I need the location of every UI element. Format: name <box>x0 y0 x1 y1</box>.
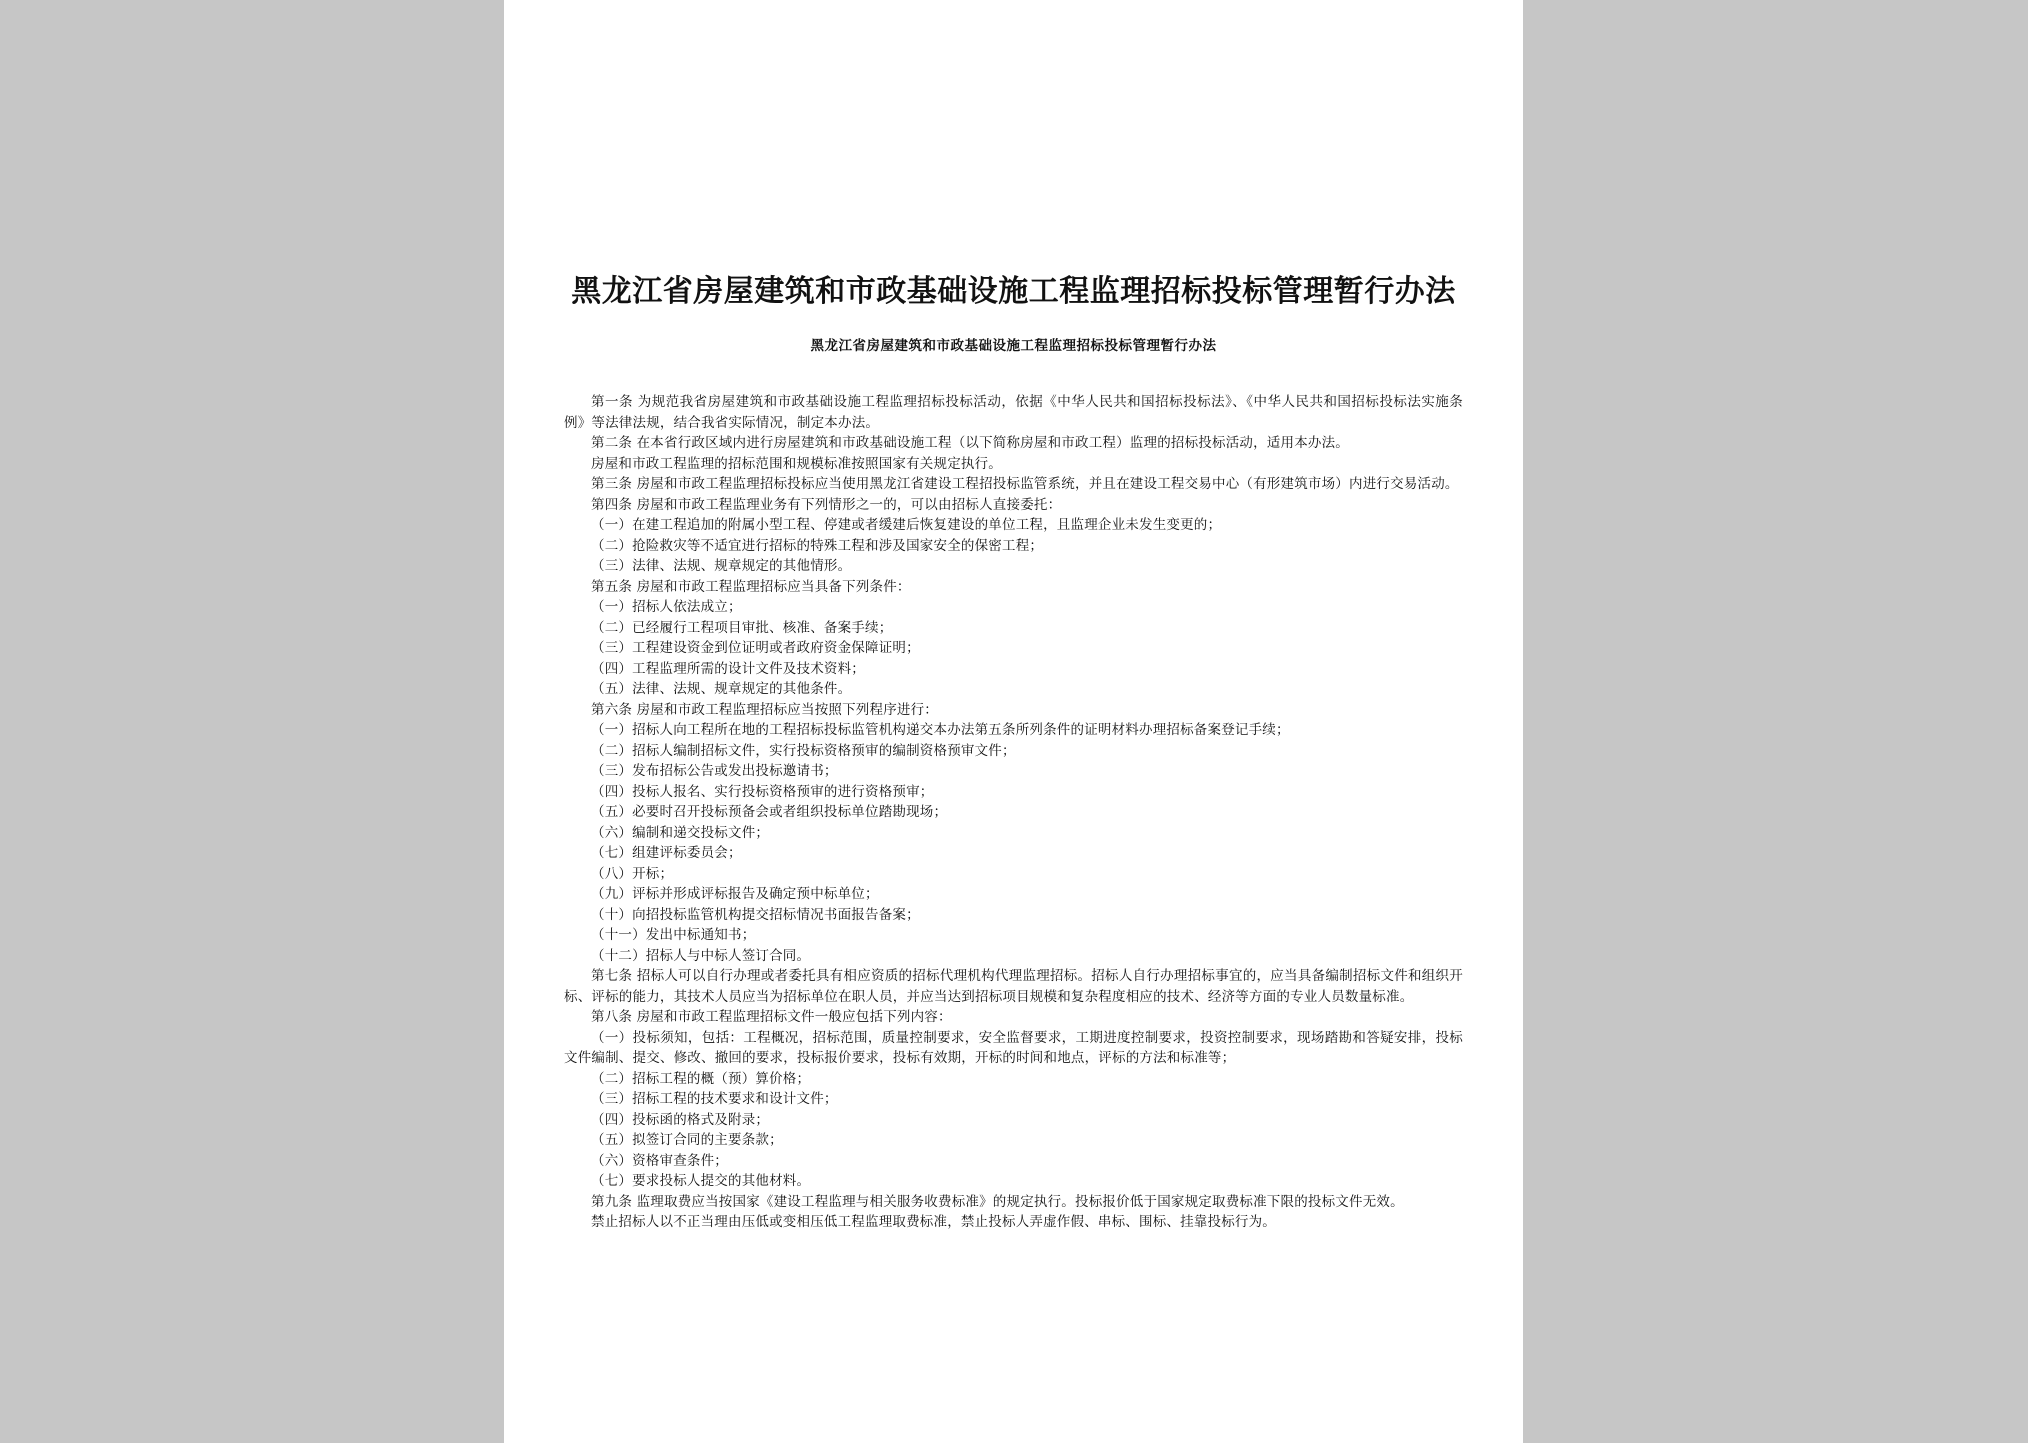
paragraph: 第九条 监理取费应当按国家《建设工程监理与相关服务收费标准》的规定执行。投标报价低于国家规定取费标准下限的投标文件无效。 <box>591 1193 1404 1210</box>
paragraph: 第五条 房屋和市政工程监理招标应当具备下列条件： <box>591 578 911 595</box>
document-body <box>564 392 1463 1233</box>
paragraph: 第六条 房屋和市政工程监理招标应当按照下列程序进行： <box>591 701 938 718</box>
paragraph: 房屋和市政工程监理的招标范围和规模标准按照国家有关规定执行。 <box>591 455 1002 472</box>
paragraph: 第八条 房屋和市政工程监理招标文件一般应包括下列内容： <box>591 1009 952 1025</box>
document-subtitle: 黑龙江省房屋建筑和市政基础设施工程监理招标投标管理暂行办法 <box>810 338 1217 354</box>
paragraph: （三）法律、法规、规章规定的其他情形。 <box>591 558 852 574</box>
paragraph: （二）招标人编制招标文件，实行投标资格预审的编制资格预审文件； <box>591 742 1016 759</box>
paragraph: （五）必要时召开投标预备会或者组织投标单位踏勘现场； <box>591 804 948 820</box>
paragraph: （四）投标函的格式及附录； <box>591 1111 770 1128</box>
document-page <box>504 0 1523 1443</box>
paragraph: （三）工程建设资金到位证明或者政府资金保障证明； <box>591 640 920 656</box>
paragraph: （二）招标工程的概（预）算价格； <box>591 1070 811 1087</box>
document-title: 黑龙江省房屋建筑和市政基础设施工程监理招标投标管理暂行办法 <box>571 274 1456 309</box>
paragraph: （四）工程监理所需的设计文件及技术资料； <box>591 660 865 677</box>
paragraph: （九）评标并形成评标报告及确定预中标单位； <box>591 886 879 902</box>
paragraph: 第四条 房屋和市政工程监理业务有下列情形之一的，可以由招标人直接委托： <box>591 496 1062 513</box>
paragraph: 第一条 为规范我省房屋建筑和市政基础设施工程监理招标投标活动，依据《中华人民共和国招标投标法》、《中华人民共和国招标投标法实施条例》等法律法规，结合我省实际情况，制定本办法。 <box>564 394 1463 431</box>
paragraph: （一）招标人向工程所在地的工程招标投标监管机构递交本办法第五条所列条件的证明材料办理招标备案登记手续； <box>591 722 1290 738</box>
paragraph: （五）拟签订合同的主要条款； <box>591 1132 783 1148</box>
paragraph: （十二）招标人与中标人签订合同。 <box>591 947 811 964</box>
paragraph: （十）向招投标监管机构提交招标情况书面报告备案； <box>591 906 920 923</box>
paragraph: （三）发布招标公告或发出投标邀请书； <box>591 763 838 779</box>
paragraph: （一）在建工程追加的附属小型工程、停建或者缓建后恢复建设的单位工程，且监理企业未发生变更的； <box>591 517 1222 533</box>
paragraph: （四）投标人报名、实行投标资格预审的进行资格预审； <box>591 783 934 800</box>
paragraph: （十一）发出中标通知书； <box>591 927 756 943</box>
paragraph: （七）要求投标人提交的其他材料。 <box>591 1173 811 1189</box>
paragraph: （二）已经履行工程项目审批、核准、备案手续； <box>591 619 893 636</box>
paragraph: 第三条 房屋和市政工程监理招标投标应当使用黑龙江省建设工程招投标监管系统，并且在建设工程交易中心（有形建筑市场）内进行交易活动。 <box>591 476 1459 492</box>
paragraph: （六）编制和递交投标文件； <box>591 824 770 841</box>
paragraph: （六）资格审查条件； <box>591 1152 728 1169</box>
paragraph: （一）招标人依法成立； <box>591 599 742 615</box>
paragraph: （五）法律、法规、规章规定的其他条件。 <box>591 681 852 697</box>
paragraph: （七）组建评标委员会； <box>591 845 742 861</box>
paragraph: （二）抢险救灾等不适宜进行招标的特殊工程和涉及国家安全的保密工程； <box>591 537 1044 554</box>
paragraph: 第二条 在本省行政区域内进行房屋建筑和市政基础设施工程（以下简称房屋和市政工程）监理的招标投标活动，适用本办法。 <box>591 435 1349 451</box>
paragraph: 禁止招标人以不正当理由压低或变相压低工程监理取费标准，禁止投标人弄虚作假、串标、围标、挂靠投标行为。 <box>591 1214 1276 1230</box>
paragraph: （一）投标须知，包括：工程概况，招标范围，质量控制要求，安全监督要求，工期进度控制要求，投资控制要求，现场踏勘和答疑安排，投标文件编制、提交、修改、撤回的要求，投标报价要求，投标有效期，开标的时间和地点，评标的方法和标准等； <box>564 1029 1463 1066</box>
paragraph: 第七条 招标人可以自行办理或者委托具有相应资质的招标代理机构代理监理招标。招标人自行办理招标事宜的，应当具备编制招标文件和组织开标、评标的能力，其技术人员应当为招标单位在职人员，并应当达到招标项目规模和复杂程度相应的技术、经济等方面的专业人员数量标准。 <box>564 968 1463 1005</box>
paragraph: （三）招标工程的技术要求和设计文件； <box>591 1091 838 1107</box>
paragraph: （八）开标； <box>591 865 674 882</box>
